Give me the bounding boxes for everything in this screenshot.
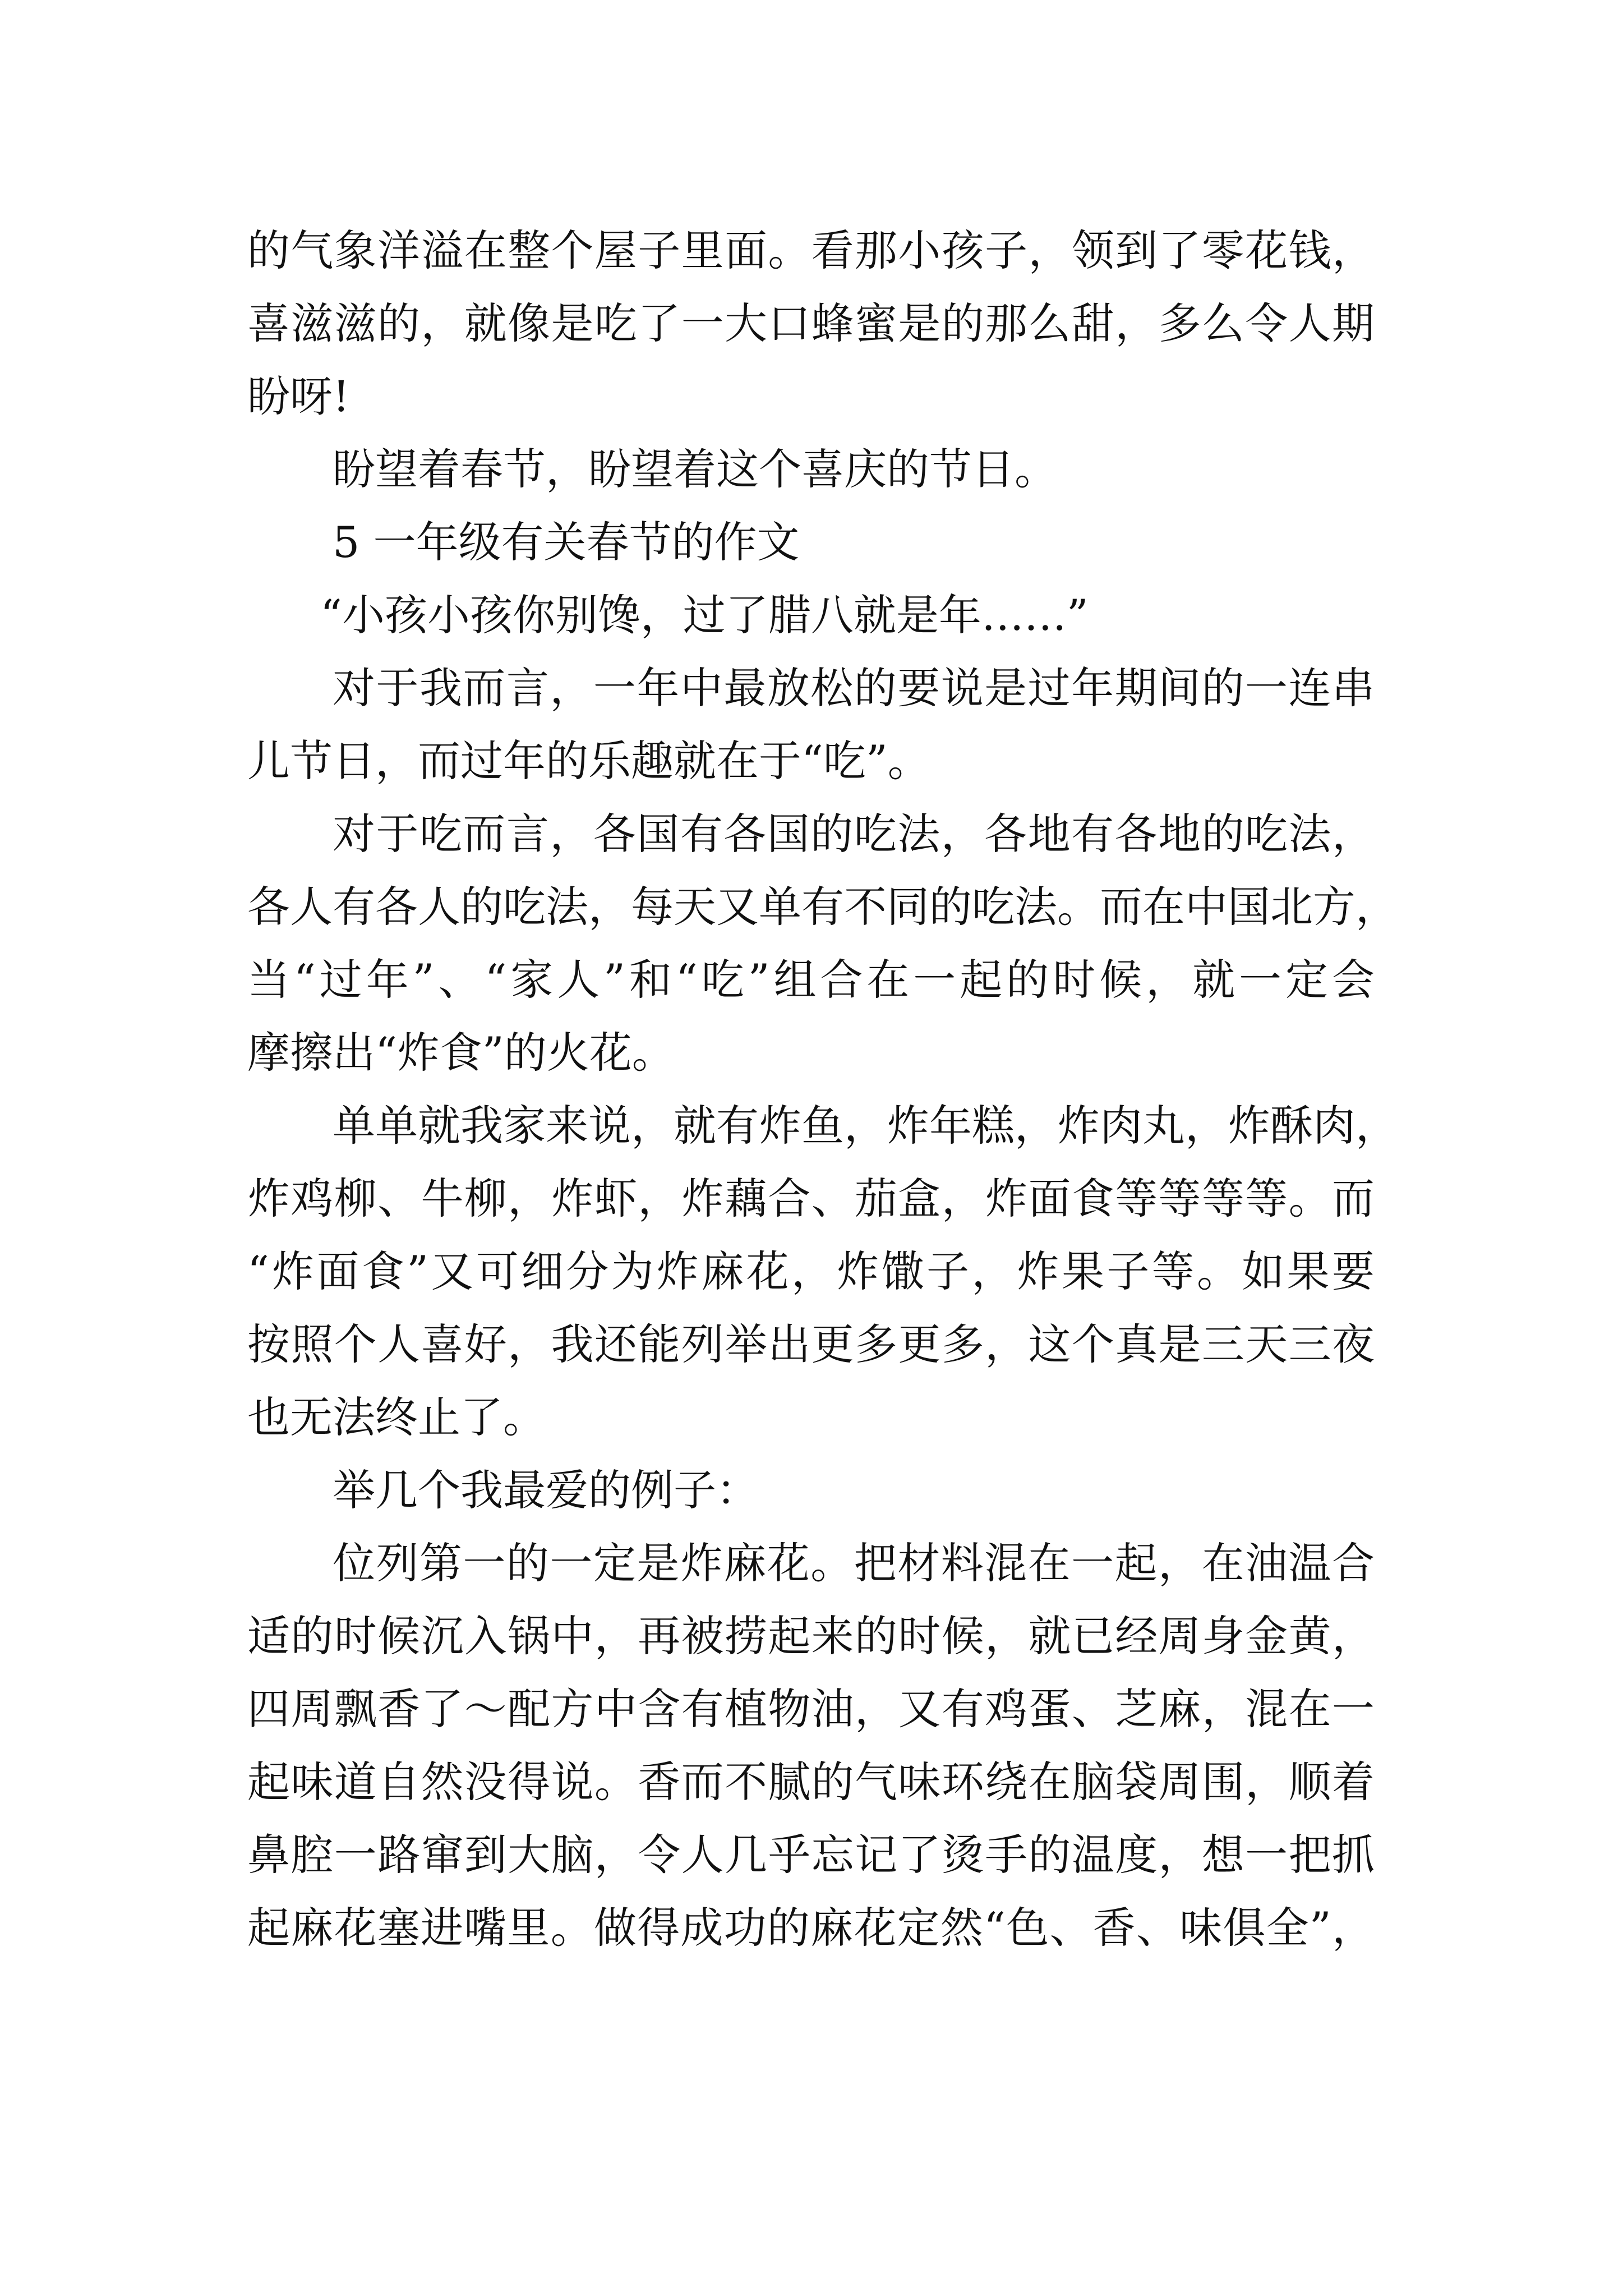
paragraph-line: 鼻腔一路窜到大脑，令人几乎忘记了烫手的温度，想一把抓 [247,1830,1375,1880]
paragraph-line: 举几个我最爱的例子： [333,1465,759,1515]
paragraph-line: 炸鸡柳、牛柳，炸虾，炸藕合、茄盒，炸面食等等等等。而 [247,1174,1375,1223]
paragraph-line: 喜滋滋的，就像是吃了一大口蜂蜜是的那么甜，多么令人期 [247,298,1375,348]
paragraph-line: 四周飘香了～配方中含有植物油，又有鸡蛋、芝麻，混在一 [247,1684,1375,1734]
paragraph-line: 位列第一的一定是炸麻花。把材料混在一起，在油温合 [333,1538,1375,1588]
paragraph-line: “炸面食”又可细分为炸麻花，炸馓子，炸果子等。如果要 [247,1246,1375,1296]
paragraph-line: 摩擦出“炸食”的火花。 [247,1028,675,1078]
paragraph-line: “小孩小孩你别馋，过了腊八就是年……” [320,590,1089,640]
paragraph-line: 盼呀! [247,371,350,421]
paragraph-line: 按照个人喜好，我还能列举出更多更多，这个真是三天三夜 [247,1319,1375,1369]
paragraph-line: 对于吃而言，各国有各国的吃法，各地有各地的吃法， [333,809,1375,859]
paragraph-line: 儿节日，而过年的乐趣就在于“吃”。 [247,736,930,786]
paragraph-line: 各人有各人的吃法，每天又单有不同的吃法。而在中国北方， [247,882,1398,932]
paragraph-line: 适的时候沉入锅中，再被捞起来的时候，就已经周身金黄， [247,1611,1375,1661]
paragraph-line: 当“过年”、“家人”和“吃”组合在一起的时候，就一定会 [247,955,1375,1005]
paragraph-line: 也无法终止了。 [247,1392,546,1442]
section-heading: 5 一年级有关春节的作文 [333,517,800,567]
paragraph-line: 盼望着春节，盼望着这个喜庆的节日。 [333,444,1057,494]
paragraph-line: 单单就我家来说，就有炸鱼，炸年糕，炸肉丸，炸酥肉， [333,1101,1398,1151]
paragraph-line: 的气象洋溢在整个屋子里面。看那小孩子，领到了零花钱， [247,226,1375,275]
paragraph-line: 对于我而言，一年中最放松的要说是过年期间的一连串 [333,663,1375,713]
paragraph-line: 起味道自然没得说。香而不腻的气味环绕在脑袋周围，顺着 [247,1757,1375,1807]
paragraph-line: 起麻花塞进嘴里。做得成功的麻花定然“色、香、味俱全”， [247,1903,1375,1953]
